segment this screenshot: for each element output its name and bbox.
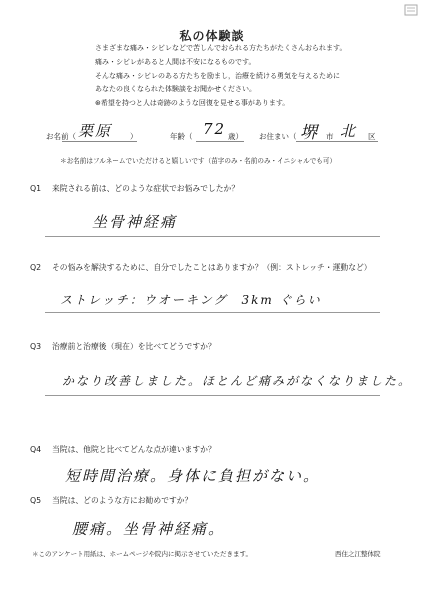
question-2-number: Q2 (30, 263, 42, 272)
answer-4: 短時間治療。身体に負担がない。 (65, 467, 321, 485)
document-corner-icon (404, 1, 418, 13)
name-underline (62, 141, 137, 142)
question-3-number: Q3 (30, 342, 42, 351)
age-label: 年齢（ (170, 132, 193, 141)
address-underline (296, 141, 378, 142)
answer-1: 坐骨神経痛 (92, 213, 178, 231)
question-4-text: 当院は、他院と比べてどんな点が違いますか？ (52, 445, 216, 454)
address-ward-value: 北 (340, 122, 358, 140)
question-5-number: Q5 (30, 496, 42, 505)
intro-line-2: 痛み・シビレがあると人間は不安になるものです。 (95, 58, 256, 66)
clinic-name: 西住之江整体院 (335, 550, 381, 558)
question-5 (30, 495, 192, 506)
page-title: 私の体験談 (179, 29, 245, 43)
question-1-number: Q1 (30, 184, 42, 193)
question-5-text: 当院は、どのような方にお勧めですか？ (52, 496, 193, 505)
name-close: ） (130, 132, 138, 141)
answer-3: かなり改善しました。ほとんど痛みがなくなりました。 (62, 374, 413, 388)
question-1-text: 来院される前は、どのような症状でお悩みでしたか？ (52, 184, 240, 193)
question-4 (30, 444, 216, 455)
address-city: 市 (326, 132, 334, 141)
question-3-text: 治療前と治療後（現在）を比べてどうですか？ (52, 342, 216, 351)
intro-line-5: ⊛希望を持つと人は奇跡のような回復を見せる事があります。 (95, 99, 290, 107)
question-4-number: Q4 (30, 445, 42, 454)
intro-line-4: あなたの良くなられた体験談をお聞かせください。 (95, 85, 256, 93)
answer-2-line (45, 312, 380, 313)
address-label: お住まい（ (259, 132, 297, 141)
name-label: お名前（ (46, 132, 76, 141)
age-value: 72 (203, 120, 227, 138)
question-3 (30, 341, 216, 352)
age-underline (196, 141, 244, 142)
answer-1-line (45, 236, 380, 237)
intro-line-1: さまざまな痛み・シビレなどで苦しんでおられる方たちがたくさんおられます。 (95, 44, 347, 52)
name-note: ＊お名前はフルネームでいただけると嬉しいです（苗字のみ・名前のみ・イニシャルでも可） (60, 157, 337, 165)
answer-2: ストレッチ：ウオーキング 3km ぐらい (60, 293, 322, 307)
intro-line-3: そんな痛み・シビレのある方たちを励まし，治療を続ける勇気を与えるために (95, 72, 340, 80)
name-value: 栗原 (78, 122, 113, 140)
address-value: 堺 (300, 123, 319, 143)
age-suffix: 歳） (228, 132, 243, 141)
answer-5: 腰痛。坐骨神経痛。 (72, 520, 226, 538)
question-2 (30, 262, 372, 273)
footer-note: ＊このアンケート用紙は、ホームページや院内に掲示させていただきます。 (32, 550, 252, 558)
question-1 (30, 183, 239, 194)
question-2-text: その悩みを解決するために、自分でしたことはありますか？（例：ストレッチ・運動など） (52, 263, 372, 272)
address-suffix: 区 (368, 132, 376, 141)
answer-3-line (45, 395, 380, 396)
